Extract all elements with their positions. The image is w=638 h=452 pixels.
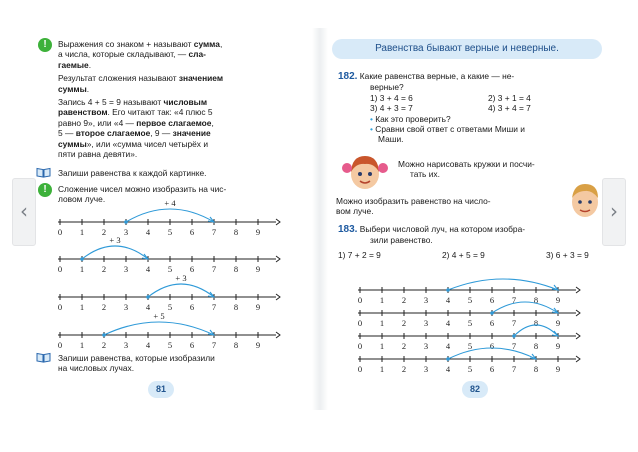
tick-label: 9 bbox=[555, 318, 561, 328]
tick-label: 1 bbox=[379, 295, 385, 305]
tick-label: 8 bbox=[533, 364, 539, 374]
tick-label: 2 bbox=[401, 364, 407, 374]
addend-label: + 3 bbox=[109, 235, 121, 245]
girl-illustration bbox=[342, 150, 388, 194]
start-point bbox=[146, 295, 150, 299]
tick-label: 9 bbox=[555, 341, 561, 351]
task-draw-equations: Запиши равенства к каждой картинке. bbox=[58, 168, 207, 178]
tick-label: 4 bbox=[445, 318, 451, 328]
tick-label: 1 bbox=[379, 364, 385, 374]
tick-label: 7 bbox=[511, 318, 517, 328]
tick-label: 6 bbox=[489, 295, 495, 305]
tick-label: 7 bbox=[511, 364, 517, 374]
tick-label: 9 bbox=[255, 340, 261, 350]
tick-label: 3 bbox=[123, 302, 129, 312]
topic-banner: Равенства бывают верные и неверные. bbox=[332, 39, 602, 59]
tick-label: 6 bbox=[489, 318, 495, 328]
addition-arc bbox=[104, 322, 214, 335]
tick-label: 9 bbox=[255, 227, 261, 237]
tick-label: 4 bbox=[145, 340, 151, 350]
tick-label: 6 bbox=[189, 340, 195, 350]
tick-label: 4 bbox=[445, 295, 451, 305]
tick-label: 5 bbox=[467, 318, 473, 328]
number-line-2 bbox=[58, 233, 278, 273]
tick-label: 1 bbox=[79, 302, 85, 312]
rule-number-line-text: Сложение чисел можно изобразить на чис- ловом луче. bbox=[58, 184, 227, 205]
tick-label: 8 bbox=[233, 264, 239, 274]
tick-label: 2 bbox=[101, 302, 107, 312]
tick-label: 2 bbox=[401, 318, 407, 328]
tick-label: 0 bbox=[57, 302, 63, 312]
girl-speech: Можно нарисовать кружки и посчи- тать их. bbox=[398, 159, 535, 180]
tick-label: 7 bbox=[511, 341, 517, 351]
tick-label: 7 bbox=[211, 227, 217, 237]
tick-label: 0 bbox=[57, 227, 63, 237]
start-point bbox=[446, 357, 450, 361]
tick-label: 5 bbox=[167, 264, 173, 274]
tick-label: 7 bbox=[511, 295, 517, 305]
open-book-icon bbox=[36, 167, 51, 178]
tick-label: 8 bbox=[533, 318, 539, 328]
tick-label: 8 bbox=[233, 340, 239, 350]
rule-sum-text: Выражения со знаком + называют сумма, а числа, которые складывают, — сла- гаемые. Результат сложения называют значением суммы. Запись 4 + 5 = 9 называют числовым равенством. Его читают так: «4 плюс 5 равно 9», или «4 — первое слагаемое, 5 — второе слагаемое, 9 — значение суммы», или «сумма чисел четырёх и пяти равна девяти». bbox=[58, 39, 224, 160]
task-number: 183. bbox=[338, 224, 358, 235]
tick-label: 2 bbox=[401, 295, 407, 305]
page-number-81: 81 bbox=[148, 381, 174, 398]
tick-label: 5 bbox=[467, 364, 473, 374]
tick-label: 3 bbox=[423, 318, 429, 328]
addend-label: + 5 bbox=[153, 311, 165, 321]
tick-label: 9 bbox=[255, 264, 261, 274]
tick-label: 8 bbox=[233, 302, 239, 312]
tick-label: 3 bbox=[123, 340, 129, 350]
tick-label: 2 bbox=[101, 227, 107, 237]
tick-label: 5 bbox=[167, 302, 173, 312]
tick-label: 0 bbox=[357, 295, 363, 305]
start-point bbox=[80, 257, 84, 261]
tick-label: 5 bbox=[167, 340, 173, 350]
tick-label: 7 bbox=[211, 340, 217, 350]
tick-label: 6 bbox=[189, 227, 195, 237]
tick-label: 4 bbox=[145, 302, 151, 312]
number-line-1 bbox=[58, 196, 278, 236]
tick-label: 9 bbox=[255, 302, 261, 312]
tick-label: 9 bbox=[555, 364, 561, 374]
tick-label: 6 bbox=[189, 302, 195, 312]
exclamation-icon: ! bbox=[38, 183, 52, 197]
boy-speech: Можно изобразить равенство на число- вом луче. bbox=[336, 196, 491, 217]
tick-label: 8 bbox=[533, 295, 539, 305]
prev-page-button[interactable] bbox=[12, 178, 36, 246]
tick-label: 3 bbox=[423, 364, 429, 374]
start-point bbox=[124, 220, 128, 224]
tick-label: 5 bbox=[467, 295, 473, 305]
start-point bbox=[102, 333, 106, 337]
page-gutter bbox=[312, 28, 328, 410]
tick-label: 8 bbox=[233, 227, 239, 237]
tick-label: 6 bbox=[189, 264, 195, 274]
addition-arc bbox=[82, 246, 148, 259]
tick-label: 0 bbox=[357, 341, 363, 351]
number-line-4 bbox=[58, 309, 278, 349]
tick-label: 0 bbox=[57, 340, 63, 350]
number-line-choice-4 bbox=[358, 333, 578, 373]
tick-label: 3 bbox=[423, 341, 429, 351]
task-write-equations: Запиши равенства, которые изобразили на числовых лучах. bbox=[58, 353, 215, 374]
tick-label: 0 bbox=[57, 264, 63, 274]
tick-label: 6 bbox=[489, 364, 495, 374]
chevron-right-icon: › bbox=[610, 199, 618, 223]
boy-illustration bbox=[568, 180, 602, 220]
tick-label: 2 bbox=[101, 340, 107, 350]
tick-label: 4 bbox=[445, 364, 451, 374]
tick-label: 8 bbox=[533, 341, 539, 351]
task-number: 182. bbox=[338, 71, 358, 82]
page-number-82: 82 bbox=[462, 381, 488, 398]
tick-label: 4 bbox=[445, 341, 451, 351]
task-183: 183. Выбери числовой луч, на котором изобра- зили равенство. 1) 7 + 2 = 9 2) 4 + 5 = 9 3) 6 + 3 = 9 bbox=[338, 224, 589, 260]
tick-label: 2 bbox=[401, 341, 407, 351]
addend-label: + 3 bbox=[175, 273, 187, 283]
tick-label: 1 bbox=[79, 264, 85, 274]
tick-label: 5 bbox=[467, 341, 473, 351]
addend-label: + 4 bbox=[164, 198, 176, 208]
tick-label: 1 bbox=[379, 318, 385, 328]
number-line-3 bbox=[58, 271, 278, 311]
tick-label: 1 bbox=[79, 340, 85, 350]
tick-label: 4 bbox=[145, 264, 151, 274]
tick-label: 1 bbox=[379, 341, 385, 351]
task-182: 182. Какие равенства верные, а какие — не- верные? 1) 3 + 4 = 6 2) 3 + 1 = 4 3) 4 + 3 = 7 4) 3 + 4 = 7 • Как это проверить? • Сравни свой ответ с ответами Миши и Маши. bbox=[338, 71, 531, 145]
exclamation-icon: ! bbox=[38, 38, 52, 52]
tick-label: 5 bbox=[167, 227, 173, 237]
tick-label: 7 bbox=[211, 264, 217, 274]
tick-label: 3 bbox=[423, 295, 429, 305]
chevron-left-icon: ‹ bbox=[20, 199, 28, 223]
next-page-button[interactable] bbox=[602, 178, 626, 246]
tick-label: 7 bbox=[211, 302, 217, 312]
tick-label: 3 bbox=[123, 264, 129, 274]
addition-arc bbox=[148, 284, 214, 297]
tick-label: 0 bbox=[357, 364, 363, 374]
tick-label: 4 bbox=[145, 227, 151, 237]
open-book-icon bbox=[36, 352, 51, 363]
tick-label: 0 bbox=[357, 318, 363, 328]
tick-label: 6 bbox=[489, 341, 495, 351]
tick-label: 2 bbox=[101, 264, 107, 274]
tick-label: 3 bbox=[123, 227, 129, 237]
tick-label: 1 bbox=[79, 227, 85, 237]
tick-label: 9 bbox=[555, 295, 561, 305]
